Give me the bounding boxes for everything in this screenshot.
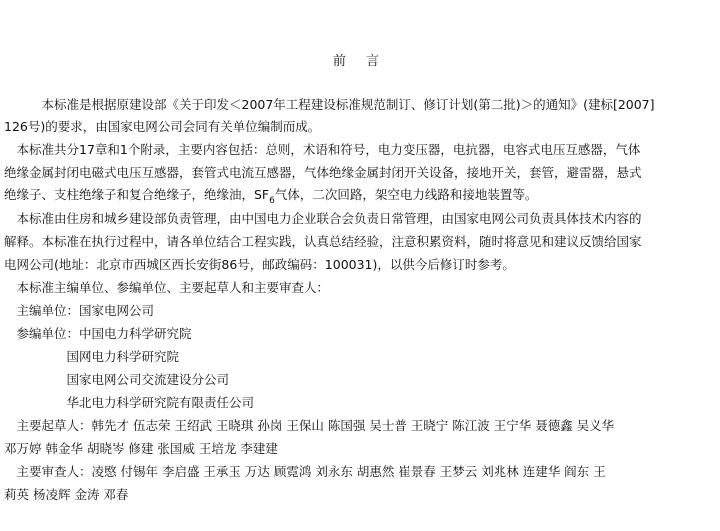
reviewers-line-1: 主要审查人：凌愍 付锡年 李启盛 王承玉 万达 顾霓鸿 刘永东 胡惠然 崔景春 王梦云 刘兆林 连建华 阎东 王 <box>4 464 606 479</box>
page-title: 前 言 <box>332 54 388 69</box>
paragraph-2-line-2: 绝缘金属封闭电磁式电压互感器，套管式电流互感器，气体绝缘金属封闭开关设备，接地开关，套管，避雷器，悬式 <box>4 165 642 180</box>
participating-unit: 国网电力科学研究院 <box>4 349 180 364</box>
paragraph-3-line-1: 本标准由住房和城乡建设部负责管理，由中国电力企业联合会负责日常管理，由国家电网公司负责具体技术内容的 <box>4 211 642 226</box>
chief-unit: 主编单位：国家电网公司 <box>4 303 155 318</box>
paragraph-1-line-1: 本标准是根据原建设部《关于印发＜2007年工程建设标准规范制订、修订计划(第二批)＞的通知》(建标[2007] <box>4 97 655 112</box>
participating-unit: 参编单位：中国电力科学研究院 <box>4 326 192 341</box>
paragraph-1-line-2: 126号)的要求，由国家电网公司会同有关单位编制而成。 <box>4 119 321 134</box>
paragraph-2-line-1: 本标准共分17章和1个附录，主要内容包括：总则，术语和符号，电力变压器，电抗器，电容式电压互感器，气体 <box>4 142 641 157</box>
line3-pre: 绝缘子、支柱绝缘子和复合绝缘子，绝缘油，SF <box>4 187 270 202</box>
reviewers-line-2: 莉英 杨凌辉 金涛 邓春 <box>4 487 129 502</box>
sf6-subscript: 6 <box>269 196 275 206</box>
line3-post: 气体，二次回路，架空电力线路和接地装置等。 <box>274 187 538 202</box>
participating-unit: 国家电网公司交流建设分公司 <box>4 372 230 387</box>
units-intro: 本标准主编单位、参编单位、主要起草人和主要审查人： <box>4 280 330 295</box>
drafters-line-1: 主要起草人：韩先才 伍志荣 王绍武 王晓琪 孙岗 王保山 陈国强 吴士普 王晓宁 陈江波 王宁华 聂德鑫 吴义华 <box>4 418 615 433</box>
paragraph-3-line-2: 解释。本标准在执行过程中，请各单位结合工程实践，认真总结经验，注意积累资料，随时将意见和建议反馈给国家 <box>4 234 642 249</box>
drafters-line-2: 邓万婷 韩金华 胡晓岑 修建 张国威 王培龙 李建建 <box>4 441 278 456</box>
paragraph-2-line-3 <box>4 186 716 206</box>
paragraph-3-line-3: 电网公司(地址：北京市西城区西长安街86号，邮政编码：100031)，以供今后修订时参考。 <box>4 257 515 272</box>
participating-unit: 华北电力科学研究院有限责任公司 <box>4 395 255 410</box>
